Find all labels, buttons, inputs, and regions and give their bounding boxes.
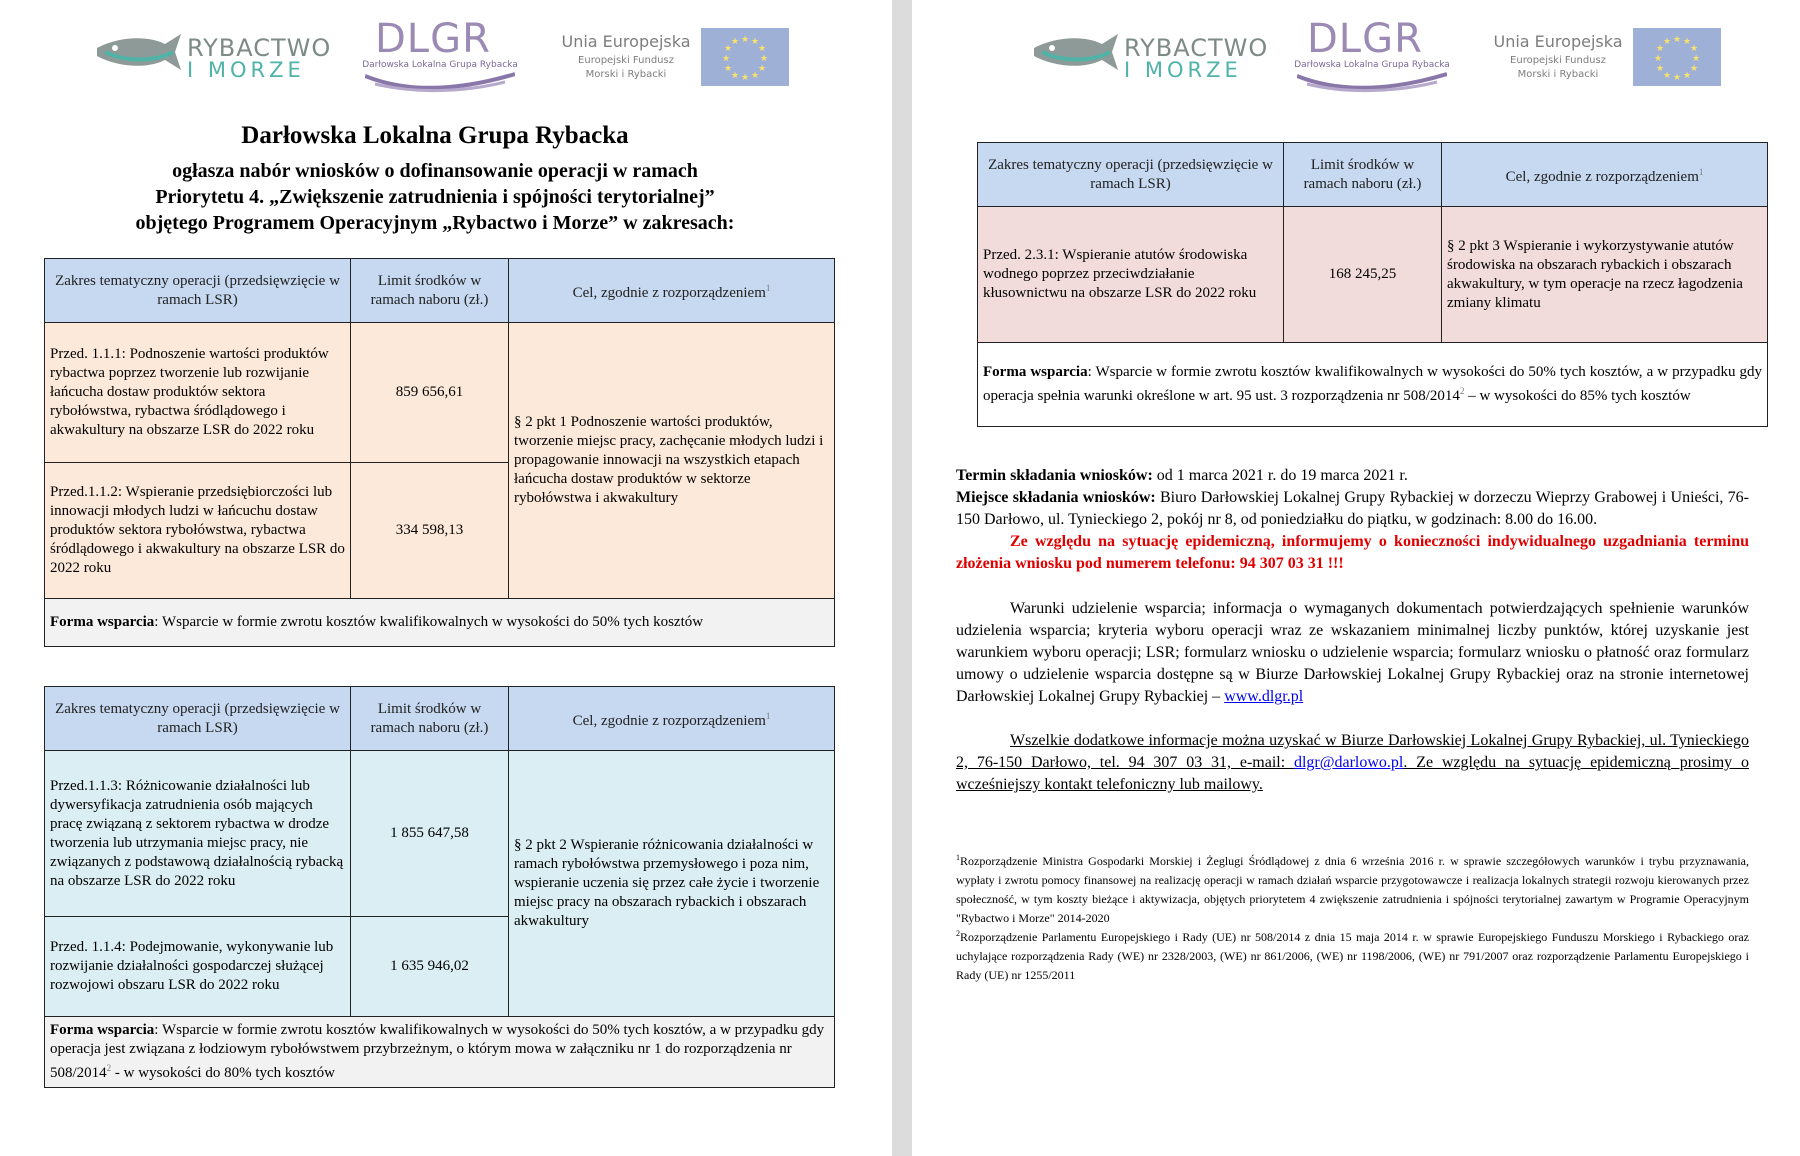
eu-logo-line2: Morski i Rybacki [585,69,667,80]
eu-logo-line2: Morski i Rybacki [1517,69,1599,80]
zakres-cell: Przed. 1.1.1: Podnoszenie wartości produktów rybactwa poprzez tworzenie lub rozwijanie łańcucha dostaw produktów sektora rybołówstwa, rybactwa śródlądowego i akwakultury na obszarze LSR do 2022 roku [45,323,351,463]
eu-logo-line1: Europejski Fundusz [1510,55,1606,66]
svg-text:★: ★ [1691,54,1701,64]
svg-text:★: ★ [730,71,740,81]
cel-cell: § 2 pkt 3 Wspieranie i wykorzystywanie atutów środowiska na obszarach rybackich i obszarach akwakultury, w tym operacje na rzecz łagodzenia zmiany klimatu [1442,207,1768,343]
footnote-1-text: Rozporządzenie Ministra Gospodarki Morskiej i Żeglugi Śródlądowej z dnia 6 września 2016 r. w sprawie szczegółowych warunków i trybu przyznawania, wypłaty i zwrotu pomocy finansowej na realizację operacji w ramach działań wsparcie przygotowawcze i realizacja lokalnych strategii rozwoju kierowanych przez społeczność, w tym koszty bieżące i aktywizacja, objętych priorytetem 4 zwiększenie zatrudnienia i spójności terytorialnej zawartym w Programie Operacyjnym "Rybactwo i Morze" 2014-2020 [956,854,1749,925]
warunki-paragraph [956,598,1749,708]
eu-logo [555,16,795,82]
forma-label: Forma wsparcia [983,364,1088,380]
fish-icon [95,26,185,76]
page-gutter [892,0,912,1156]
svg-text:★: ★ [757,64,767,74]
header-zakres: Zakres tematyczny operacji (przedsięwzięcie w ramach LSR) [45,259,351,323]
dlgr-website-link[interactable]: www.dlgr.pl [1224,688,1304,705]
svg-text:★: ★ [757,44,767,54]
info-text-end: . Ze względu na sytuację epidemiczną prosimy o wcześniejszy kontakt telefoniczny lub mailowy. [956,754,1749,793]
logo-bar-page-1 [0,10,892,90]
zakres-cell: Przed. 2.3.1: Wspieranie atutów środowiska wodnego poprzez przeciwdziałanie kłusownictwu na obszarze LSR do 2022 roku [978,207,1284,343]
miejsce-text: Biuro Darłowskiej Lokalnej Grupy Rybackiej w dorzeczu Wieprzy Grabowej i Unieści, 76-150 Darłowo, ul. Tynieckiego 2, pokój nr 8, od poniedziałku do piątku, w godzinach: 8.00 do 16.00. [956,489,1750,528]
forma-row [978,343,1768,427]
zakres-cell: Przed.1.1.2: Wspieranie przedsiębiorczości lub innowacji młodych ludzi w łańcuchu dostaw produktów sektora rybołówstwa, rybactwa śródlądowego i akwakultury na obszarze LSR do 2022 roku [45,463,351,599]
svg-text:★: ★ [1653,54,1663,64]
eu-logo-line1: Europejski Fundusz [578,55,674,66]
rybactwo-logo [95,16,332,82]
forma-text: : Wsparcie w formie zwrotu kosztów kwalifikowalnych w wysokości do 50% tych kosztów, a w przypadku gdy operacja jest związana z łodziowym rybołówstwem przybrzeżnym, o którym mowa w załączniku nr 1 do rozporządzenia nr 508/2014 [50,1022,825,1081]
footnote-ref: 1 [765,282,771,293]
forma-text-end: – w wysokości do 85% tych kosztów [1464,388,1691,404]
footnote-1-number: 1 [956,853,960,862]
eu-logo-title: Unia Europejska [1493,32,1623,51]
svg-text:★: ★ [1655,44,1665,54]
eu-logo [1487,16,1727,82]
limit-cell: 334 598,13 [351,463,509,599]
limit-cell: 1 855 647,58 [351,751,509,917]
wave-icon [365,68,515,94]
termin-paragraph [956,465,1749,575]
svg-text:★: ★ [1672,73,1682,83]
eu-logo-fund [1487,54,1629,82]
table-priority-1-1 [44,258,835,647]
limit-cell: 168 245,25 [1284,207,1442,343]
header-limit: Limit środków w ramach naboru (zł.) [351,259,509,323]
svg-text:★: ★ [750,71,760,81]
rybactwo-logo-line1: RYBACTWO [187,34,332,62]
limit-cell: 859 656,61 [351,323,509,463]
svg-text:★: ★ [1689,64,1699,74]
forma-text: : Wsparcie w formie zwrotu kosztów kwalifikowalnych w wysokości do 50% tych kosztów [154,614,704,630]
rybactwo-logo-line1: RYBACTWO [1124,34,1269,62]
wave-icon [1297,68,1447,94]
forma-label: Forma wsparcia [50,1022,155,1038]
forma-wsparcia-cell [45,1017,835,1088]
dlgr-logo-subtitle: Darłowska Lokalna Grupa Rybacka [362,60,518,70]
termin-text: od 1 marca 2021 r. do 19 marca 2021 r. [1152,467,1408,484]
logo-bar-page-2 [912,10,1800,90]
table-priority-2 [977,142,1768,427]
svg-text:★: ★ [740,35,750,45]
subtitle-line-2: Priorytetu 4. „Zwiększenie zatrudnienia i spójności terytorialnej” [155,186,715,208]
table-row [978,207,1768,343]
svg-text:★: ★ [730,37,740,47]
subtitle-line-3: objętego Programem Operacyjnym „Rybactwo i Morze” w zakresach: [135,212,735,234]
forma-label: Forma wsparcia [50,614,155,630]
dlgr-logo [1287,16,1457,94]
zakres-cell: Przed.1.1.3: Różnicowanie działalności lub dywersyfikacja zatrudnienia osób mających pracę związaną z sektorem rybactwa w drodze tworzenia lub utrzymania miejsc pracy, nie związanych z podstawową działalnością rybacką na obszarze LSR do 2022 roku [45,751,351,917]
footnote-2-number: 2 [956,929,960,938]
zakres-cell: Przed. 1.1.4: Podejmowanie, wykonywanie lub rozwijanie działalności gospodarczej służącej rozwojowi obszaru LSR do 2022 roku [45,917,351,1017]
dlgr-logo-title: DLGR [1307,16,1423,62]
footnote-ref: 2 [106,1063,112,1073]
table-priority-1-2 [44,686,835,1088]
footnote-ref: 2 [1459,386,1465,396]
footnote-2-text: Rozporządzenie Parlamentu Europejskiego i Rady (UE) nr 508/2014 z dnia 15 maja 2014 r. w sprawie Europejskiego Funduszu Morskiego i Rybackiego oraz uchylające rozporządzenia Rady (WE) nr 2328/2003, (WE) nr 861/2006, (WE) nr 1198/2006, (WE) nr 791/2007 oraz rozporządzenie Parlamentu Europejskiego i Rady (UE) nr 1255/2011 [956,930,1749,982]
header-cel [509,259,835,323]
header-cel-label: Cel, zgodnie z rozporządzeniem [572,284,766,301]
header-cel-label: Cel, zgodnie z rozporządzeniem [572,712,766,729]
eu-logo-title: Unia Europejska [561,32,691,51]
fish-icon [1032,26,1122,76]
header-zakres: Zakres tematyczny operacji (przedsięwzięcie w ramach LSR) [45,687,351,751]
epidemic-alert: Ze względu na sytuację epidemiczną, informujemy o konieczności indywidualnego uzgadniania terminu złożenia wniosku pod numerem telefonu: 94 307 03 31 !!! [956,533,1749,572]
forma-row [45,599,835,647]
svg-text:★: ★ [1662,37,1672,47]
svg-text:★: ★ [750,37,760,47]
header-limit: Limit środków w ramach naboru (zł.) [351,687,509,751]
termin-label: Termin składania wniosków: [956,467,1153,484]
svg-text:★: ★ [759,54,769,64]
warunki-text: Warunki udzielenie wsparcia; informacja o wymaganych dokumentach potwierdzających spełnienie warunków udzielenia wsparcia; kryteria wyboru operacji wraz ze wskazaniem minimalnej liczby punktów, której uzyskanie jest warunkiem wyboru operacji; LSR; formularz wniosku o udzielenie wsparcia; formularz wniosku o płatność oraz formularz umowy o udzielenie wsparcia dostępne są w Biurze Darłowskiej Lokalnej Grupy Rybackiej oraz na stronie internetowej Darłowskiej Lokalnej Grupy Rybackiej – [956,600,1749,705]
rybactwo-logo-line2: I MORZE [187,58,305,82]
svg-text:★: ★ [1682,37,1692,47]
table-row [45,323,835,463]
subtitle-line-1: ogłasza nabór wniosków o dofinansowanie operacji w ramach [172,160,698,182]
svg-text:★: ★ [1689,44,1699,54]
email-link[interactable]: dlgr@darlowo.pl [1293,754,1404,771]
forma-text: : Wsparcie w formie zwrotu kosztów kwalifikowalnych w wysokości do 50% tych kosztów, a w przypadku gdy operacja spełnia warunki określone w art. 95 ust. 3 rozporządzenia nr 508/2014 [983,364,1762,404]
info-text: Wszelkie dodatkowe informacje można uzyskać w Biurze Darłowskiej Lokalnej Grupy Rybackiej, ul. Tynieckiego 2, 76-150 Darłowo, tel. 94 307 03 31, e-mail: [956,732,1749,771]
miejsce-label: Miejsce składania wniosków: [956,489,1156,506]
cel-cell: § 2 pkt 2 Wspieranie różnicowania działalności w ramach rybołówstwa przemysłowego i poza nim, wspieranie uczenia się przez całe życie i tworzenie miejsc pracy na obszarach rybackich i obszarach akwakultury [509,751,835,1017]
dlgr-logo-subtitle: Darłowska Lokalna Grupa Rybacka [1294,60,1450,70]
cel-cell: § 2 pkt 1 Podnoszenie wartości produktów, tworzenie miejsc pracy, zachęcanie młodych ludzi i propagowanie innowacji na wszystkich etapach łańcucha dostaw produktów w sektorze rybołówstwa i akwakultury [509,323,835,599]
header-cel [1442,143,1768,207]
svg-text:★: ★ [1655,64,1665,74]
eu-flag-icon [1633,28,1721,86]
footnote-ref: 1 [1698,166,1704,177]
forma-wsparcia-cell [45,599,835,647]
footnote-2 [956,924,1749,985]
page-title: Darłowska Lokalna Grupa Rybacka [241,122,629,149]
svg-text:★: ★ [721,54,731,64]
svg-text:★: ★ [723,64,733,74]
header-zakres: Zakres tematyczny operacji (przedsięwzięcie w ramach LSR) [978,143,1284,207]
header-cel-label: Cel, zgodnie z rozporządzeniem [1505,168,1699,185]
svg-text:★: ★ [740,73,750,83]
svg-text:★: ★ [1672,35,1682,45]
footnote-1 [956,848,1749,928]
announcement-subtitle [40,158,830,236]
rybactwo-logo-line2: I MORZE [1124,58,1242,82]
footnote-ref: 1 [765,710,771,721]
svg-text:★: ★ [1662,71,1672,81]
forma-row [45,1017,835,1088]
header-cel [509,687,835,751]
svg-text:★: ★ [723,44,733,54]
svg-text:★: ★ [1682,71,1692,81]
forma-text-end: - w wysokości do 80% tych kosztów [111,1065,335,1081]
info-paragraph [956,730,1749,796]
header-limit: Limit środków w ramach naboru (zł.) [1284,143,1442,207]
rybactwo-logo [1032,16,1269,82]
limit-cell: 1 635 946,02 [351,917,509,1017]
eu-logo-fund [555,54,697,82]
forma-wsparcia-cell [978,343,1768,427]
table-row [45,751,835,917]
dlgr-logo [355,16,525,94]
dlgr-logo-title: DLGR [375,16,491,62]
eu-flag-icon [701,28,789,86]
